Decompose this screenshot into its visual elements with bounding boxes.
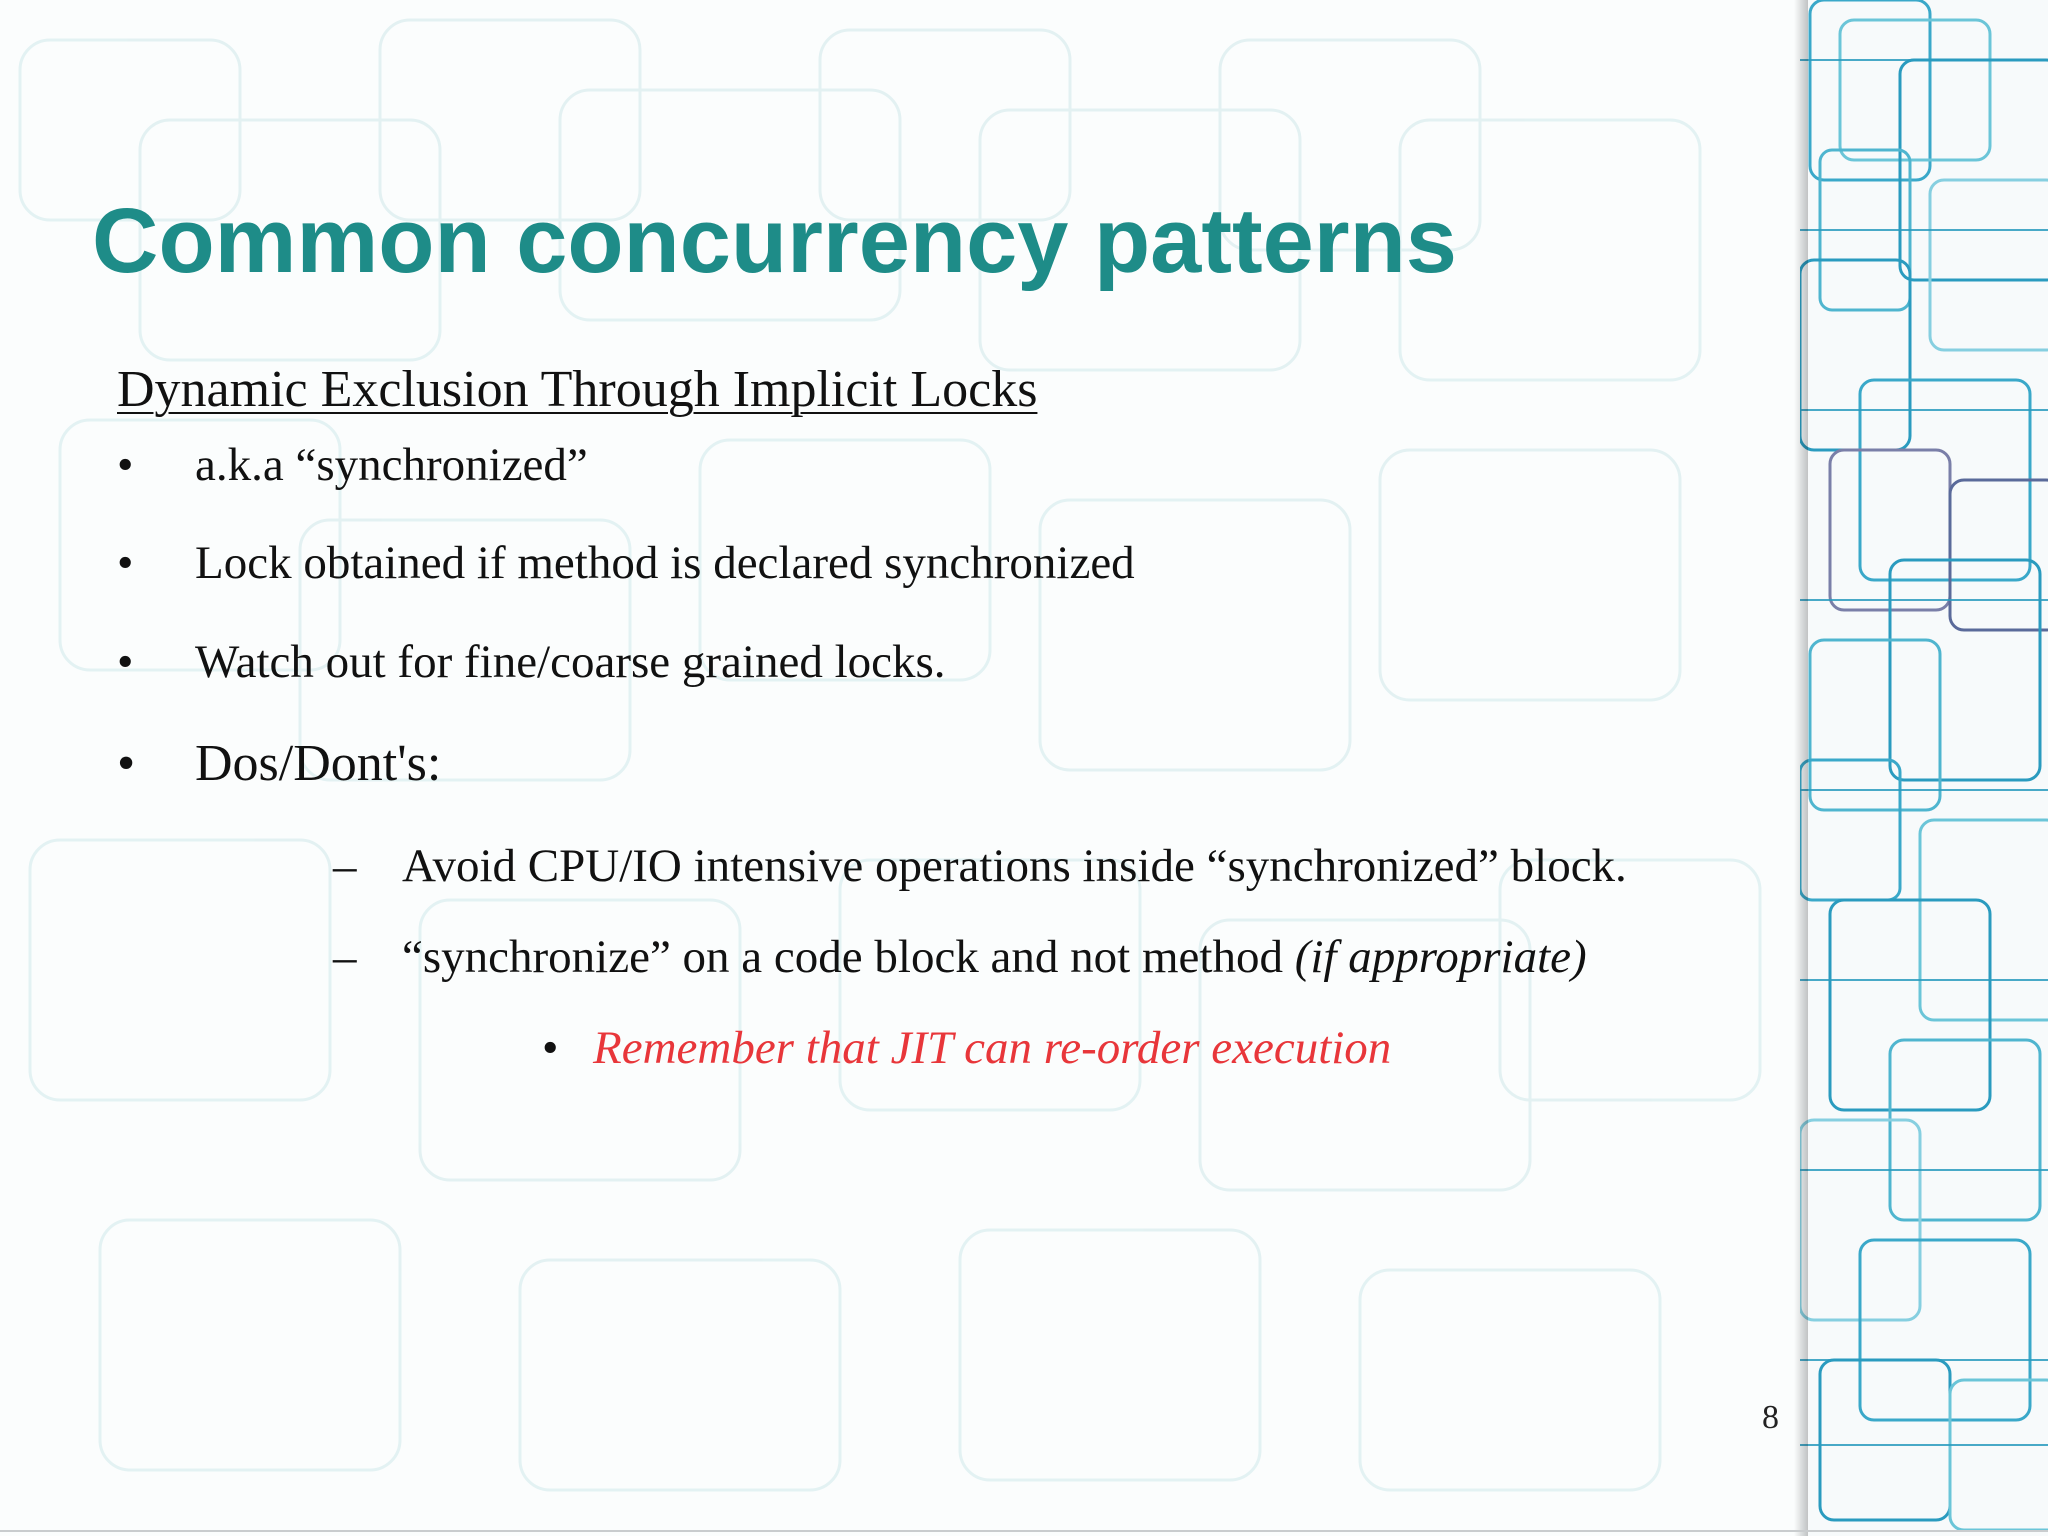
dash-mark: – <box>333 840 357 892</box>
bullet-mark: • <box>117 636 134 688</box>
bullet-text: Lock obtained if method is declared synchronized <box>195 537 1135 589</box>
sub-item-main: “synchronize” on a code block and not method <box>402 931 1295 983</box>
slide-title: Common concurrency patterns <box>92 190 1457 292</box>
bullet-text: Watch out for fine/coarse grained locks. <box>195 636 946 688</box>
note-text: Remember that JIT can re-order execution <box>593 1022 1392 1074</box>
bullet-mark: • <box>117 439 134 491</box>
page-number: 8 <box>1762 1399 1779 1436</box>
decorative-strip <box>1800 0 2048 1536</box>
strip-shadow <box>1794 0 1808 1536</box>
bullet-mark: • <box>117 537 134 589</box>
section-heading: Dynamic Exclusion Through Implicit Locks <box>117 361 1038 418</box>
bullet-mark: • <box>542 1022 559 1074</box>
sub-item-emphasis: (if appropriate) <box>1294 931 1587 983</box>
bullet-text: Dos/Dont's: <box>195 735 442 792</box>
bullet-mark: • <box>117 735 136 792</box>
sub-item-text: Avoid CPU/IO intensive operations inside “synchronized” block. <box>402 840 1627 892</box>
bullet-text: a.k.a “synchronized” <box>195 439 588 491</box>
dash-mark: – <box>333 931 357 983</box>
decorative-pattern <box>1800 0 2048 1536</box>
sub-item-text <box>402 929 1587 985</box>
bottom-rule <box>0 1530 2048 1532</box>
